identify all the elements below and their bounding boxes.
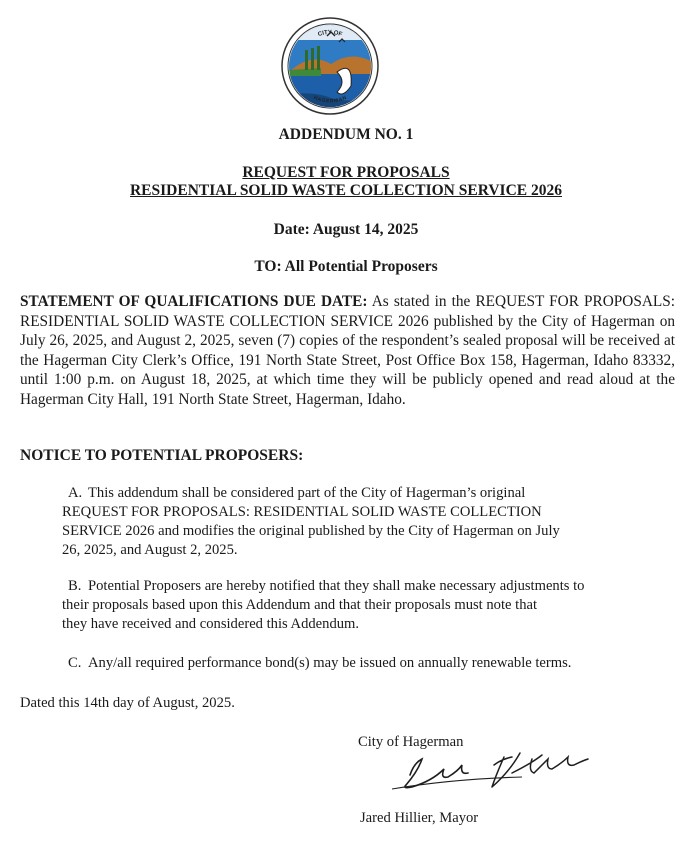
recipient-line: TO: All Potential Proposers (254, 258, 438, 275)
item-letter: C. (68, 655, 82, 671)
item-line: they have received and considered this Addendum. (62, 616, 360, 632)
rfp-title-line1: REQUEST FOR PROPOSALS (242, 164, 450, 181)
addendum-title: ADDENDUM NO. 1 (278, 126, 414, 143)
rfp-title-line2: RESIDENTIAL SOLID WASTE COLLECTION SERVICE 2026 (129, 182, 562, 199)
item-line: Any/all required performance bond(s) may be issued on annually renewable terms. (88, 655, 572, 671)
item-line: REQUEST FOR PROPOSALS: RESIDENTIAL SOLID WASTE COLLECTION (62, 504, 542, 520)
notice-item-a (62, 484, 678, 564)
notice-heading: NOTICE TO POTENTIAL PROPOSERS: (20, 447, 304, 464)
seal-top-text: CITY OF (317, 29, 343, 39)
document-date: Date: August 14, 2025 (273, 221, 419, 238)
city-seal-logo (281, 12, 379, 120)
notice-item-c (68, 654, 678, 674)
item-letter: B. (68, 578, 82, 594)
statement-paragraph (20, 292, 675, 410)
signatory-name: Jared Hillier, Mayor (360, 810, 479, 826)
signature-org: City of Hagerman (358, 734, 464, 750)
handwritten-signature (392, 735, 597, 795)
item-line: This addendum shall be considered part of the City of Hagerman’s original (88, 485, 526, 501)
notice-item-b (62, 577, 678, 637)
statement-lead: STATEMENT OF QUALIFICATIONS DUE DATE: (20, 293, 368, 310)
item-line: Potential Proposers are hereby notified that they shall make necessary adjustments to (88, 578, 585, 594)
item-line: their proposals based upon this Addendum and that their proposals must note that (62, 597, 538, 613)
item-line: 26, 2025, and August 2, 2025. (62, 542, 238, 558)
dated-line: Dated this 14th day of August, 2025. (20, 695, 235, 711)
seal-bottom-text: HAGERMAN (312, 95, 348, 105)
item-letter: A. (68, 485, 83, 501)
item-line: SERVICE 2026 and modifies the original published by the City of Hagerman on July (62, 523, 560, 539)
statement-body: As stated in the REQUEST FOR PROPOSALS: RESIDENTIAL SOLID WASTE COLLECTION SERVICE 2026 published by the City of Hagerman on July 26, 2025, and August 2, 2025, seven (7) copies of the respondent’s sealed proposal will be received at the Hagerman City Clerk’s Office, 191 North State Street, Post Office Box 158, Hagerman, Idaho 83332, until 1:00 p.m. on August 18, 2025, at which time they will be publicly opened and read aloud at the Hagerman City Hall, 191 North State Street, Hagerman, Idaho. (20, 293, 675, 408)
